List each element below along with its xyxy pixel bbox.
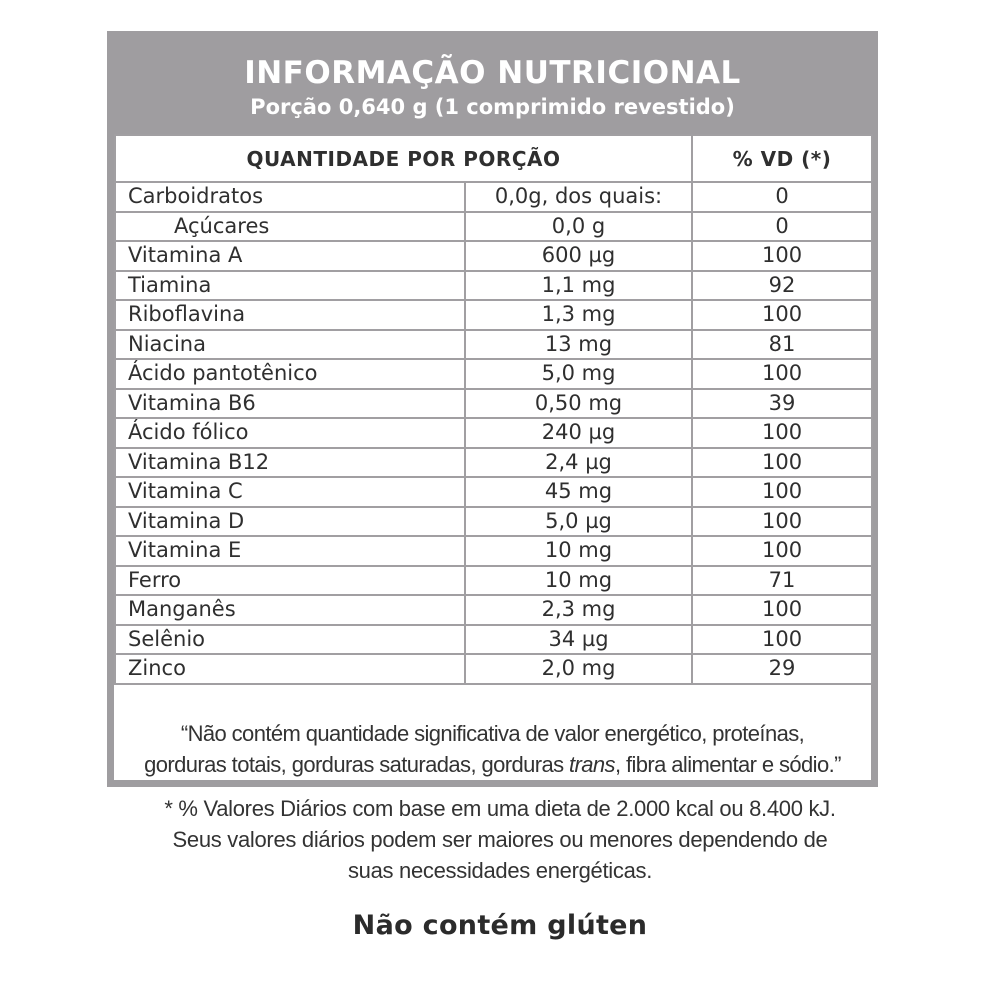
nutrient-vd: 39 <box>692 389 872 419</box>
nutrient-vd: 100 <box>692 300 872 330</box>
table-row <box>115 359 872 389</box>
note-line-2-start: gorduras totais, gorduras saturadas, gorduras <box>144 752 570 777</box>
nutrient-vd: 100 <box>692 536 872 566</box>
panel-title: INFORMAÇÃO NUTRICIONAL <box>244 55 741 91</box>
column-header-vd: % VD (*) <box>692 135 872 182</box>
nutrient-vd: 100 <box>692 625 872 655</box>
nutrient-amount: 2,0 mg <box>465 654 692 684</box>
nutrient-amount: 0,0 g <box>465 212 692 242</box>
panel-header <box>107 31 878 134</box>
nutrient-amount: 10 mg <box>465 536 692 566</box>
nutrient-name: Açúcares <box>115 212 465 242</box>
table-row <box>115 477 872 507</box>
nutrient-amount: 0,0g, dos quais: <box>465 182 692 212</box>
nutrient-vd: 29 <box>692 654 872 684</box>
nutrient-vd: 100 <box>692 477 872 507</box>
nutrient-amount: 2,3 mg <box>465 595 692 625</box>
footnote-line-3: suas necessidades energéticas. <box>347 858 653 883</box>
nutrient-amount: 13 mg <box>465 330 692 360</box>
table-row <box>115 566 872 596</box>
footnote-line-2: Seus valores diários podem ser maiores ou menores dependendo de <box>172 827 828 852</box>
table-row <box>115 625 872 655</box>
table-row <box>115 507 872 537</box>
nutrient-name: Ácido fólico <box>115 418 465 448</box>
table-row <box>115 241 872 271</box>
note-line-2-end: , fibra alimentar e sódio.” <box>614 752 841 777</box>
nutrient-name: Carboidratos <box>115 182 465 212</box>
nutrient-amount: 34 µg <box>465 625 692 655</box>
table-row <box>115 330 872 360</box>
nutrient-name: Ácido pantotênico <box>115 359 465 389</box>
nutrient-vd: 0 <box>692 182 872 212</box>
portion-size: Porção 0,640 g (1 comprimido revestido) <box>250 95 735 119</box>
nutrient-name: Ferro <box>115 566 465 596</box>
table-row <box>115 418 872 448</box>
table-header-row <box>115 135 872 182</box>
nutrient-amount: 45 mg <box>465 477 692 507</box>
nutrition-facts-panel <box>107 31 878 787</box>
nutrient-name: Vitamina A <box>115 241 465 271</box>
nutrient-vd: 71 <box>692 566 872 596</box>
nutrient-vd: 100 <box>692 448 872 478</box>
nutrient-name: Zinco <box>115 654 465 684</box>
nutrient-amount: 2,4 µg <box>465 448 692 478</box>
significance-note <box>114 718 871 780</box>
nutrient-vd: 81 <box>692 330 872 360</box>
note-italic-trans: trans <box>569 752 615 777</box>
nutrient-amount: 1,3 mg <box>465 300 692 330</box>
nutrient-amount: 10 mg <box>465 566 692 596</box>
table-row <box>115 536 872 566</box>
panel-body <box>114 134 871 780</box>
table-row <box>115 300 872 330</box>
nutrient-vd: 100 <box>692 595 872 625</box>
nutrient-vd: 100 <box>692 507 872 537</box>
nutrient-name: Niacina <box>115 330 465 360</box>
nutrient-name: Riboflavina <box>115 300 465 330</box>
nutrient-name: Selênio <box>115 625 465 655</box>
nutrient-vd: 92 <box>692 271 872 301</box>
gluten-free-statement: Não contém glúten <box>352 910 648 941</box>
table-row <box>115 212 872 242</box>
nutrition-table <box>114 134 873 685</box>
nutrient-name: Manganês <box>115 595 465 625</box>
nutrient-amount: 0,50 mg <box>465 389 692 419</box>
nutrient-amount: 5,0 mg <box>465 359 692 389</box>
nutrient-name: Vitamina C <box>115 477 465 507</box>
note-line-1: “Não contém quantidade significativa de valor energético, proteínas, <box>180 721 805 746</box>
nutrient-vd: 0 <box>692 212 872 242</box>
nutrient-name: Vitamina B6 <box>115 389 465 419</box>
nutrient-amount: 5,0 µg <box>465 507 692 537</box>
table-row <box>115 271 872 301</box>
nutrient-name: Vitamina D <box>115 507 465 537</box>
nutrient-vd: 100 <box>692 241 872 271</box>
nutrient-amount: 600 µg <box>465 241 692 271</box>
table-row <box>115 182 872 212</box>
note-line-2 <box>114 749 871 780</box>
nutrient-name: Tiamina <box>115 271 465 301</box>
table-row <box>115 448 872 478</box>
nutrient-amount: 1,1 mg <box>465 271 692 301</box>
table-row <box>115 595 872 625</box>
daily-values-footnote <box>40 793 960 886</box>
nutrient-amount: 240 µg <box>465 418 692 448</box>
table-row <box>115 654 872 684</box>
column-header-quantity: QUANTIDADE POR PORÇÃO <box>115 135 692 182</box>
nutrient-vd: 100 <box>692 418 872 448</box>
nutrient-vd: 100 <box>692 359 872 389</box>
nutrient-name: Vitamina B12 <box>115 448 465 478</box>
footnote-line-1: * % Valores Diários com base em uma dieta de 2.000 kcal ou 8.400 kJ. <box>164 796 836 821</box>
table-row <box>115 389 872 419</box>
nutrient-name: Vitamina E <box>115 536 465 566</box>
